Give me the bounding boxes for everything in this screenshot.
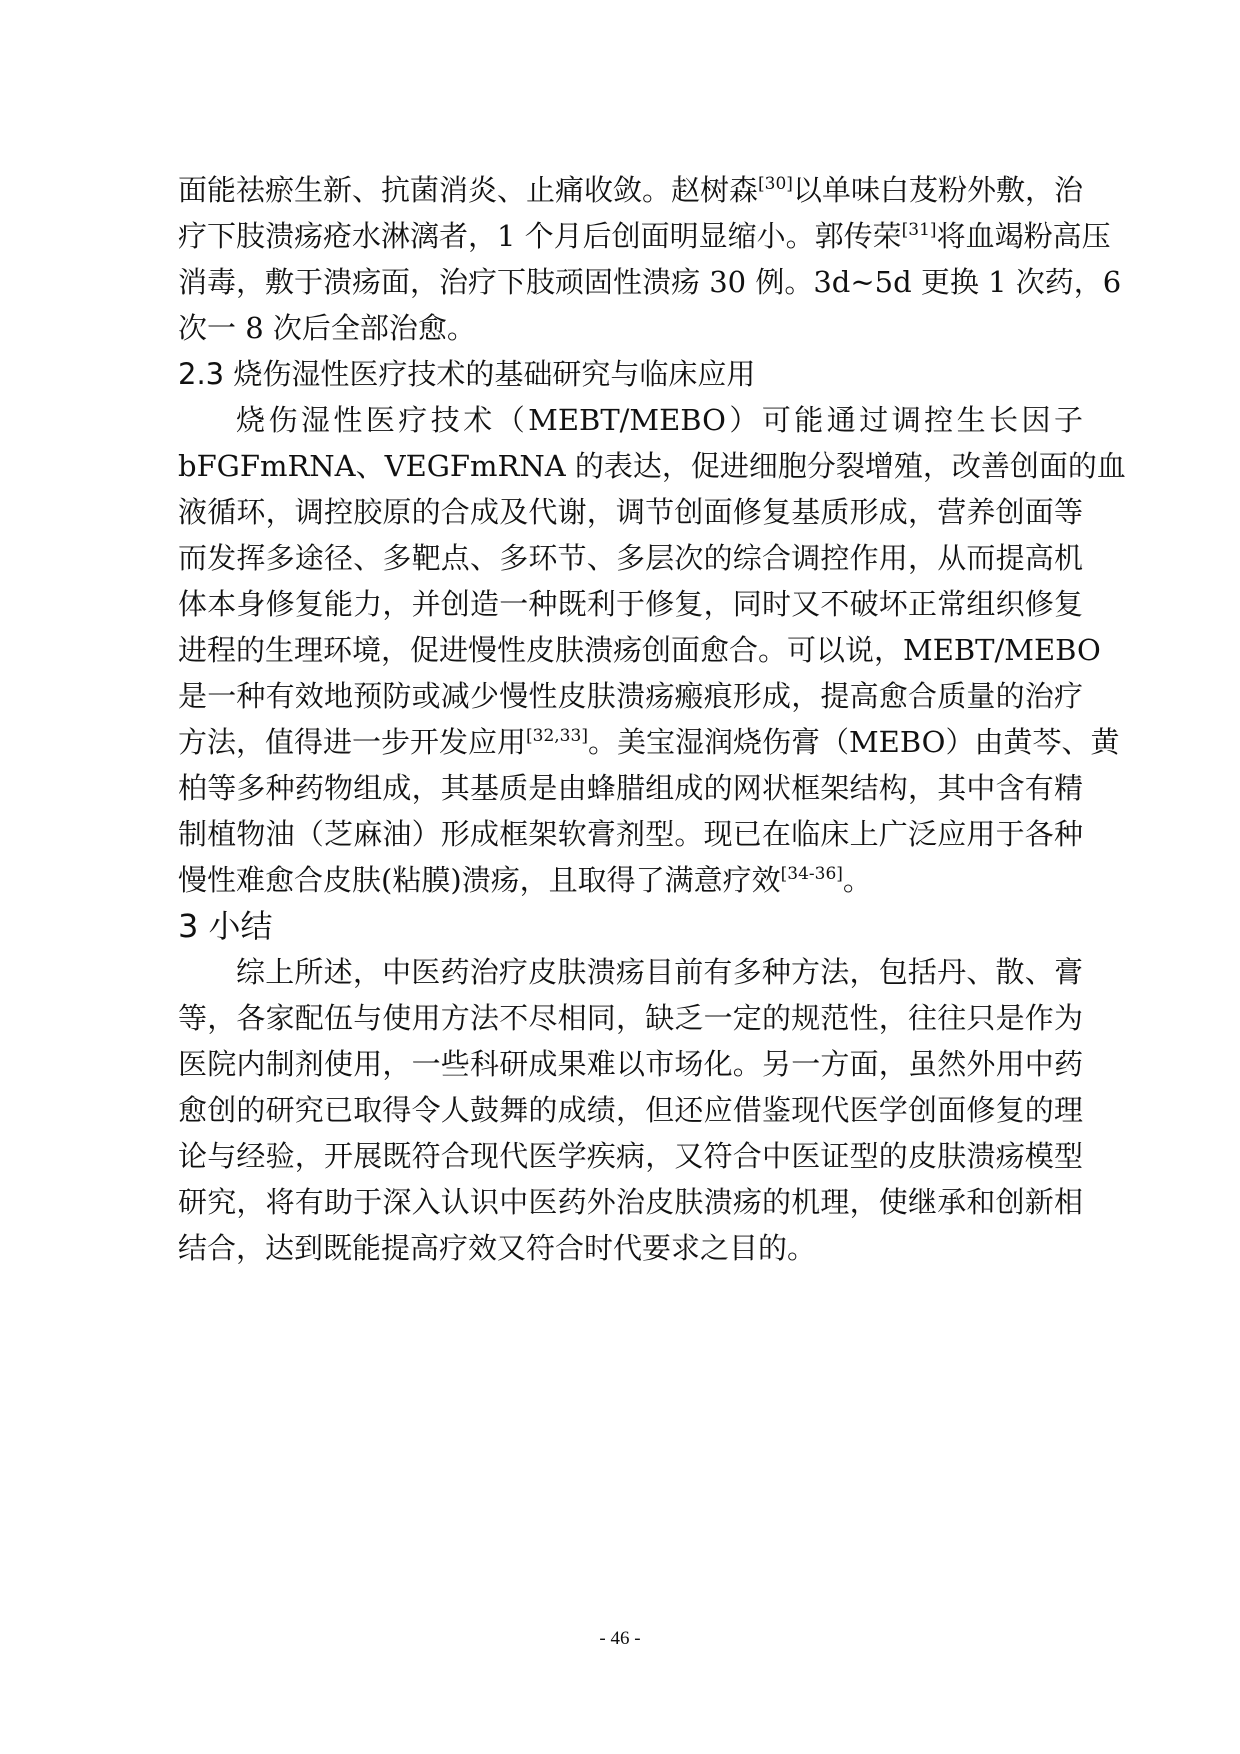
text-line: 进程的生理环境，促进慢性皮肤溃疡创面愈合。可以说，MEBT/MEBO	[178, 633, 1101, 667]
citation: [30]	[758, 174, 793, 194]
text-line: 方法，值得进一步开发应用[32,33]。美宝湿润烧伤膏（MEBO）由黄芩、黄	[178, 725, 1120, 759]
text-line: 消毒，敷于溃疡面，治疗下肢顽固性溃疡 30 例。3d~5d 更换 1 次药，6	[178, 265, 1122, 299]
text-line: 慢性难愈合皮肤(粘膜)溃疡，且取得了满意疗效[34-36]。	[178, 863, 872, 897]
text-line: 液循环，调控胶原的合成及代谢，调节创面修复基质形成，营养创面等	[178, 495, 1083, 529]
text-line: 结合，达到既能提高疗效又符合时代要求之目的。	[178, 1231, 817, 1265]
citation: [31]	[901, 220, 937, 240]
text-line: 体本身修复能力，并创造一种既利于修复，同时又不破坏正常组织修复	[178, 587, 1083, 621]
text-line: 综上所述，中医药治疗皮肤溃疡目前有多种方法，包括丹、散、膏	[236, 955, 1083, 989]
text-line: 次一 8 次后全部治愈。	[178, 311, 476, 345]
text-line: 论与经验，开展既符合现代医学疾病，又符合中医证型的皮肤溃疡模型	[178, 1139, 1083, 1173]
text-line: 烧伤湿性医疗技术（MEBT/MEBO）可能通过调控生长因子	[236, 403, 1083, 437]
text-line: 而发挥多途径、多靶点、多环节、多层次的综合调控作用，从而提高机	[178, 541, 1083, 575]
citation: [34-36]	[780, 864, 843, 884]
text-line: 面能祛瘀生新、抗菌消炎、止痛收敛。赵树森[30]以单味白芨粉外敷，治	[178, 173, 1083, 207]
section-heading: 3 小结	[178, 907, 273, 945]
text-line: 制植物油（芝麻油）形成框架软膏剂型。现已在临床上广泛应用于各种	[178, 817, 1083, 851]
text-line: 等，各家配伍与使用方法不尽相同，缺乏一定的规范性，往往只是作为	[178, 1001, 1083, 1035]
citation: [32,33]	[526, 726, 588, 746]
text-line: 研究，将有助于深入认识中医药外治皮肤溃疡的机理，使继承和创新相	[178, 1185, 1083, 1219]
section-heading: 2.3 烧伤湿性医疗技术的基础研究与临床应用	[178, 357, 756, 391]
text-line: 医院内制剂使用，一些科研成果难以市场化。另一方面，虽然外用中药	[178, 1047, 1083, 1081]
text-line: bFGFmRNA、VEGFmRNA 的表达，促进细胞分裂增殖，改善创面的血	[178, 449, 1126, 483]
text-line: 柏等多种药物组成，其基质是由蜂腊组成的网状框架结构，其中含有精	[178, 771, 1083, 805]
text-line: 愈创的研究已取得令人鼓舞的成绩，但还应借鉴现代医学创面修复的理	[178, 1093, 1083, 1127]
text-line: 是一种有效地预防或减少慢性皮肤溃疡瘢痕形成，提高愈合质量的治疗	[178, 679, 1083, 713]
text-line: 疗下肢溃疡疮水淋漓者，1 个月后创面明显缩小。郭传荣[31]将血竭粉高压	[178, 219, 1111, 253]
page-number: - 46 -	[599, 1628, 641, 1649]
